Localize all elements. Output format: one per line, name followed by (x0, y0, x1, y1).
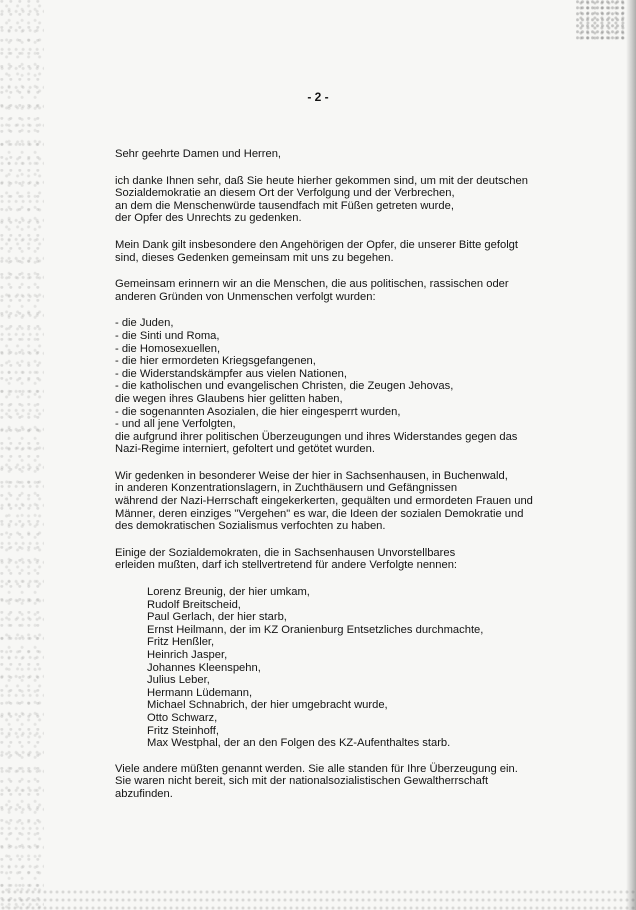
list-item: Fritz Henßler, (147, 636, 215, 649)
list-item: Hermann Lüdemann, (147, 686, 253, 699)
paragraph-social-democrats: Einige der Sozialdemokraten, die in Sachsenhausen Unvorstellbares erleiden mußten, darf ich stellvertretend für andere Verfolgte nennen: (115, 546, 458, 572)
list-item: - und all jene Verfolgten, die aufgrund ihrer politischen Überzeugungen und ihres Widerstandes gegen das Nazi-Regime interniert, gefoltert und getötet wurden. (115, 418, 518, 456)
list-item: - die sogenannten Asozialen, die hier eingesperrt wurden, (115, 405, 401, 418)
page-number: - 2 - (307, 90, 329, 104)
list-item: Lorenz Breunig, der hier umkam, (147, 586, 310, 599)
paragraph-relatives: Mein Dank gilt insbesondere den Angehörigen der Opfer, die unserer Bitte gefolgt sind, dieses Gedenken gemeinsam mit uns zu begehen. (115, 238, 519, 264)
list-item: - die Sinti und Roma, (115, 329, 220, 342)
scan-edge-bottom (0, 888, 636, 910)
names-list (147, 586, 545, 750)
list-item: Fritz Steinhoff, (147, 724, 219, 737)
list-item: Max Westphal, der an den Folgen des KZ-Aufenthaltes starb. (147, 737, 451, 750)
scan-corner-smudge (576, 0, 626, 40)
paragraph-closing: Viele andere müßten genannt werden. Sie alle standen für Ihre Überzeugung ein. Sie waren nicht bereit, sich mit der nationalsozialistischen Gewaltherrschaft abzufinden. (115, 762, 518, 800)
list-item: - die Homosexuellen, (115, 342, 221, 355)
list-item: Johannes Kleenspehn, (147, 661, 261, 674)
list-item: Ernst Heilmann, der im KZ Oranienburg Entsetzliches durchmachte, (147, 623, 484, 636)
list-item: - die Widerstandskämpfer aus vielen Nationen, (115, 367, 347, 380)
letter-body (115, 148, 545, 801)
list-item: Heinrich Jasper, (147, 649, 228, 661)
paragraph-remember: Gemeinsam erinnern wir an die Menschen, die aus politischen, rassischen oder anderen Gründen von Unmenschen verfolgt wurden: (115, 278, 509, 303)
list-item: Michael Schnabrich, der hier umgebracht wurde, (147, 699, 388, 712)
list-item: Rudolf Breitscheid, (147, 598, 241, 611)
victim-group-list (115, 317, 545, 456)
paragraph-thanks: ich danke Ihnen sehr, daß Sie heute hierher gekommen sind, um mit der deutschen Sozialdemokratie an diesem Ort der Verfolgung und der Verbrechen, an dem die Menschenwürde tausendfach mit Füßen getreten wurde, der Opfer des Unrechts zu gedenken. (115, 174, 528, 225)
salutation: Sehr geehrte Damen und Herren, (115, 148, 282, 160)
list-item: - die Juden, (115, 317, 174, 330)
list-item: - die katholischen und evangelischen Christen, die Zeugen Jehovas, die wegen ihres Glaubens hier gelitten haben, (115, 380, 454, 405)
paragraph-commemorate: Wir gedenken in besonderer Weise der hier in Sachsenhausen, in Buchenwald, in anderen Konzentrationslagern, in Zuchthäusern und Gefängnissen während der Nazi-Herrschaft eingekerkerten, gequälten und ermordeten Frauen und Männer, deren einziges "Vergehen" es war, die Ideen der sozialen Demokratie und des demokratischen Sozialismus verfochten zu haben. (115, 469, 533, 533)
list-item: - die hier ermordeten Kriegsgefangenen, (115, 355, 316, 368)
list-item: Paul Gerlach, der hier starb, (147, 611, 287, 624)
scan-edge-right (626, 0, 636, 910)
list-item: Julius Leber, (147, 674, 210, 687)
list-item: Otto Schwarz, (147, 711, 218, 724)
scan-edge-left (0, 0, 44, 910)
